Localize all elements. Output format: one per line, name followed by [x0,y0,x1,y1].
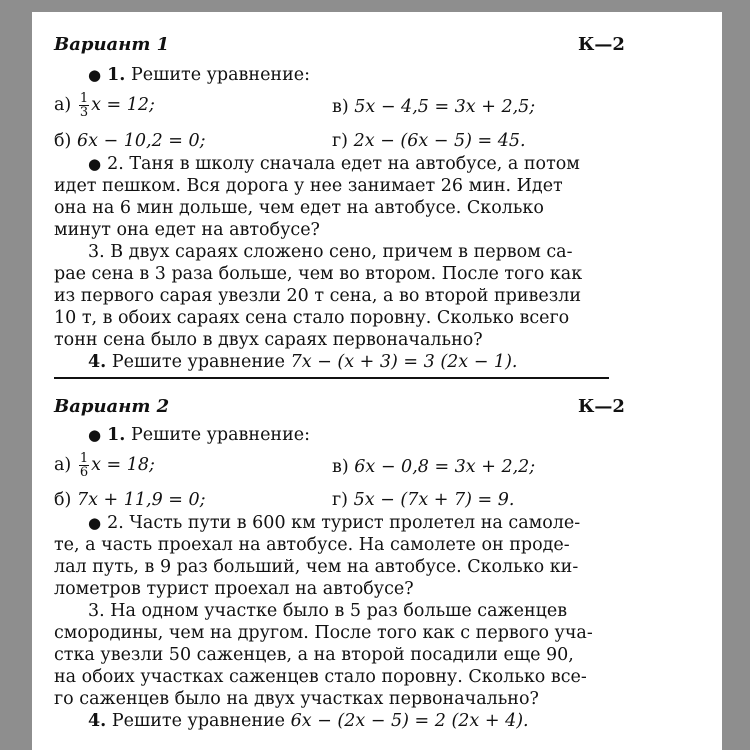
task1-text: Решите уравнение: [130,425,311,445]
variant1-task3-line: тонн сена было в двух сараях первоначально? [54,330,483,350]
variant2-task3-line: 3. На одном участке было в 5 раз больше саженцев [88,601,568,621]
section-divider [54,377,609,379]
variant2-code: К—2 [578,396,625,417]
variant2-task3-line: стка увезли 50 саженцев, а на второй посадили еще 90, [54,645,574,665]
variant1-task3-line: рае сена в 3 раза больше, чем во втором. После того как [54,264,583,284]
worksheet-page [32,12,722,750]
variant2-eq-a: а) $\frac{1}{6}$ x = 18; [54,451,155,480]
variant2-eq-v: в) 6x − 0,8 = 3x + 2,2; [332,457,536,477]
bullet-icon: ● [88,66,102,84]
variant2-task2-line: те, а часть проехал на автобусе. На самолете он проде- [54,535,570,555]
variant2-task3-line: смородины, чем на другом. После того как с первого уча- [54,623,593,643]
variant1-task1: ● 1. Решите уравнение: [88,65,311,85]
variant2-task1: ● 1. Решите уравнение: [88,425,311,445]
bullet-icon: ● [88,514,102,532]
variant2-task4: 4. Решите уравнение 6x − (2x − 5) = 2 (2x + 4). [88,711,529,731]
variant2-eq-g: г) 5x − (7x + 7) = 9. [332,490,515,510]
variant2-task2-line: лометров турист проехал на автобусе? [54,579,414,599]
variant1-task4: 4. Решите уравнение 7x − (x + 3) = 3 (2x − 1). [88,352,518,372]
variant1-task2-first: ● 2. Таня в школу сначала едет на автобусе, а потом [88,154,580,174]
variant1-code: К—2 [578,34,625,55]
variant2-task3-line: на обоих участках саженцев стало поровну. Сколько все- [54,667,587,687]
variant1-task2-line: идет пешком. Вся дорога у нее занимает 26 мин. Идет [54,176,563,196]
variant1-task3-line: 10 т, в обоих сараях сена стало поровну. Сколько всего [54,308,570,328]
variant1-eq-b: б) 6x − 10,2 = 0; [54,131,206,151]
variant1-task3-line: 3. В двух сараях сложено сено, причем в первом са- [88,242,573,262]
variant1-task3-line: из первого сарая увезли 20 т сена, а во второй привезли [54,286,582,306]
task1-text: Решите уравнение: [130,65,311,85]
fraction: $\frac{1}{6}$ [79,451,89,480]
variant1-eq-g: г) 2x − (6x − 5) = 45. [332,131,526,151]
bullet-icon: ● [88,426,102,444]
fraction: $\frac{1}{3}$ [79,91,89,120]
variant2-task2-first: ● 2. Часть пути в 600 км турист пролетел на самоле- [88,513,581,533]
variant1-task2-line: минут она едет на автобусе? [54,220,320,240]
variant1-eq-a: а) $\frac{1}{3}$ x = 12; [54,91,155,120]
variant2-title: Вариант 2 [54,396,170,417]
variant2-task3-line: го саженцев было на двух участках первоначально? [54,689,539,709]
variant1-task2-line: она на 6 мин дольше, чем едет на автобусе. Сколько [54,198,544,218]
variant2-task2-line: лал путь, в 9 раз больший, чем на автобусе. Сколько ки- [54,557,579,577]
bullet-icon: ● [88,155,102,173]
variant2-eq-b: б) 7x + 11,9 = 0; [54,490,206,510]
variant1-eq-v: в) 5x − 4,5 = 3x + 2,5; [332,97,536,117]
variant1-title: Вариант 1 [54,34,170,55]
